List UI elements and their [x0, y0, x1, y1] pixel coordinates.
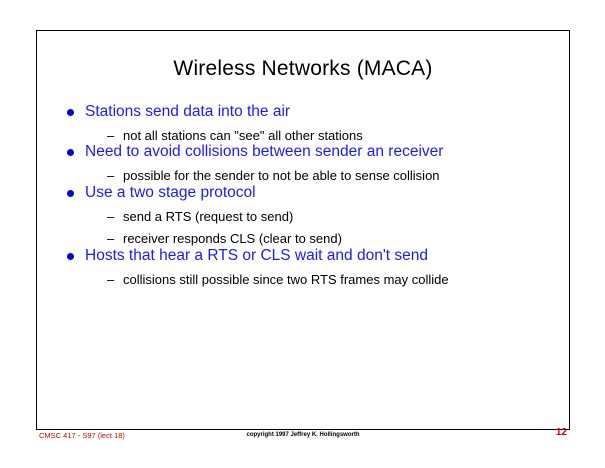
bullet-dot-icon	[67, 247, 85, 260]
copyright-label: copyright 1997 Jeffrey K. Hollingsworth	[246, 432, 360, 438]
bullet-group	[67, 247, 551, 287]
bullet-text: Stations send data into the air	[85, 103, 291, 120]
sub-bullet-text: not all stations can "see" all other stations	[123, 127, 363, 143]
sub-list-item	[67, 209, 551, 225]
sub-list-item	[67, 231, 551, 247]
list-item	[67, 184, 551, 202]
bullet-group	[67, 103, 551, 143]
dash-icon: –	[107, 127, 115, 143]
sub-list-item	[67, 272, 551, 288]
page-number: 12	[555, 427, 567, 438]
dash-icon: –	[107, 231, 115, 247]
slide	[36, 30, 570, 440]
dash-icon: –	[107, 271, 115, 287]
bullet-group	[67, 143, 551, 183]
bullet-text: Hosts that hear a RTS or CLS wait and don't send	[85, 246, 428, 264]
sub-bullet-text: possible for the sender to not be able to sense collision	[123, 168, 440, 184]
bullet-text: Need to avoid collisions between sender an receiver	[85, 143, 444, 161]
list-item	[67, 103, 551, 121]
bullet-list	[37, 103, 569, 287]
list-item	[67, 143, 551, 161]
list-item	[67, 247, 551, 265]
slide-footer	[37, 427, 569, 445]
sub-list-item	[67, 168, 551, 184]
bullet-group	[67, 184, 551, 247]
page-title: Wireless Networks (MACA)	[173, 57, 433, 80]
sub-bullet-text: collisions still possible since two RTS frames may collide	[123, 271, 449, 287]
course-label: CMSC 417 - S97 (lect 18)	[39, 431, 125, 440]
sub-bullet-text: receiver responds CLS (clear to send)	[123, 231, 342, 247]
bullet-dot-icon	[67, 103, 85, 116]
bullet-dot-icon	[67, 184, 85, 197]
dash-icon: –	[107, 168, 115, 184]
bullet-text: Use a two stage protocol	[85, 183, 256, 201]
bullet-dot-icon	[67, 143, 85, 156]
sub-bullet-text: send a RTS (request to send)	[123, 208, 294, 224]
sub-list-item	[67, 128, 551, 144]
dash-icon: –	[107, 208, 115, 224]
